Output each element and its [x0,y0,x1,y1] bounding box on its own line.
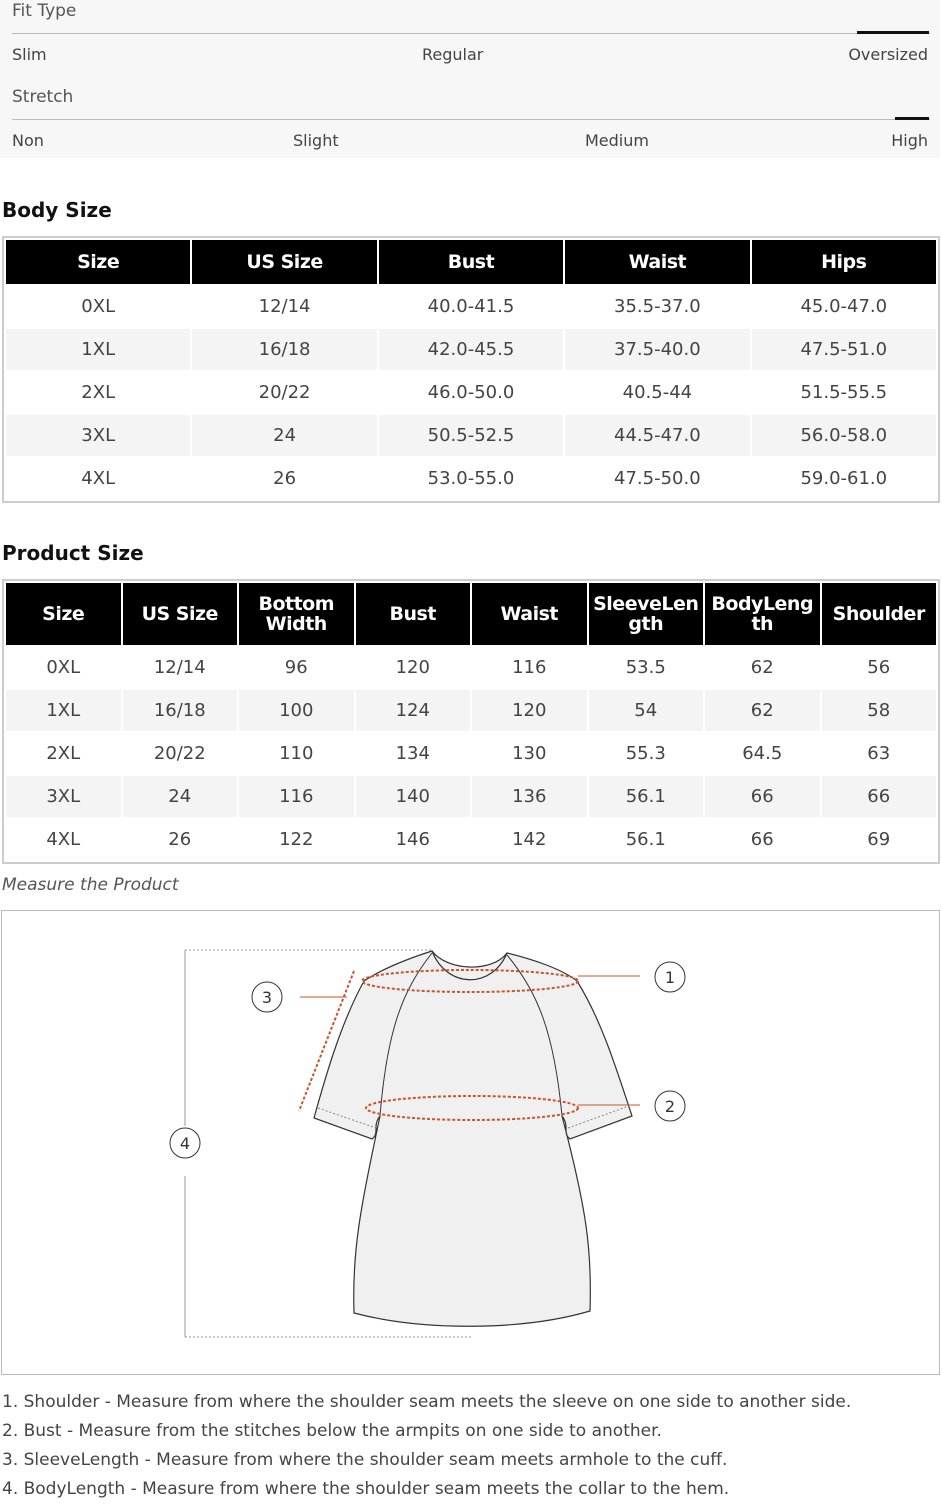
table-cell: 45.0-47.0 [800,296,888,317]
stretch-label-medium: Medium [585,131,649,150]
tshirt-outline [314,951,632,1326]
body-header-us-size: US Size [192,240,376,284]
table-cell: 51.5-55.5 [800,382,888,403]
table-cell: 16/18 [123,690,238,731]
stretch-selected-marker [895,117,929,120]
table-cell: 4XL [46,829,81,850]
product-header-size: Size [6,583,121,645]
marker-3-label: 3 [261,988,273,1007]
table-cell: 116 [512,657,547,678]
table-row [6,415,936,456]
table-row [6,733,936,774]
table-cell: 40.5-44 [622,382,693,403]
note-shoulder: 1. Shoulder - Measure from where the shoulder seam meets the sleeve on one side to another side. [2,1392,852,1412]
table-cell: 2XL [46,743,81,764]
table-cell: 1XL [6,690,121,731]
fit-type-label-slim: Slim [12,45,47,64]
table-cell: 55.3 [625,743,666,764]
marker-2 [655,1091,685,1121]
fit-type-label-regular: Regular [422,45,484,64]
measure-caption: Measure the Product [2,875,179,895]
table-cell: 62 [750,657,774,678]
table-cell: 124 [356,690,471,731]
table-cell: 64.5 [742,743,783,764]
table-cell: 54 [589,690,704,731]
product-size-heading: Product Size [2,541,144,565]
table-cell: 53.0-55.0 [427,468,515,489]
fit-type-scale [0,0,940,72]
fit-type-selected-marker [857,31,929,34]
table-cell: 35.5-37.0 [614,296,701,317]
stretch-title: Stretch [12,87,74,107]
body-header-bust: Bust [379,240,563,284]
table-cell: 58 [822,690,937,731]
table-cell: 24 [123,776,238,817]
table-cell: 130 [512,743,547,764]
marker-1-label: 1 [664,968,676,987]
table-cell: 12/14 [258,296,311,317]
table-cell: 56 [867,657,891,678]
product-header-body-length: BodyLength [705,583,820,645]
fit-type-title: Fit Type [12,1,77,21]
note-body-length: 4. BodyLength - Measure from where the shoulder seam meets the collar to the hem. [2,1479,730,1499]
table-cell: 120 [395,657,430,678]
table-cell: 4XL [81,468,116,489]
table-cell: 0XL [81,296,116,317]
table-row [6,372,936,413]
marker-4 [170,1128,200,1158]
table-cell: 16/18 [192,329,376,370]
product-size-table [2,579,940,864]
table-row [6,286,936,327]
table-cell: 47.5-50.0 [614,468,701,489]
fit-type-track [12,33,930,34]
table-cell: 56.1 [589,776,704,817]
marker-3 [252,982,282,1012]
table-cell: 53.5 [625,657,666,678]
table-cell: 40.0-41.5 [427,296,515,317]
note-sleeve-length: 3. SleeveLength - Measure from where the shoulder seam meets armhole to the cuff. [2,1450,728,1470]
table-cell: 140 [356,776,471,817]
body-size-table [2,236,940,503]
measurement-diagram [1,910,940,1375]
stretch-label-high: High [891,131,928,150]
marker-4-label: 4 [179,1134,191,1153]
table-cell: 120 [472,690,587,731]
table-cell: 62 [705,690,820,731]
stretch-label-slight: Slight [293,131,339,150]
marker-1 [655,962,685,992]
table-row [6,690,936,731]
table-cell: 12/14 [153,657,206,678]
table-cell: 59.0-61.0 [800,468,888,489]
table-row [6,458,936,499]
table-row [6,819,936,860]
table-cell: 20/22 [153,743,206,764]
table-row [6,329,936,370]
body-size-heading: Body Size [2,198,112,222]
table-cell: 134 [395,743,430,764]
product-header-shoulder: Shoulder [822,583,937,645]
table-cell: 24 [192,415,376,456]
table-cell: 66 [822,776,937,817]
table-cell: 20/22 [258,382,311,403]
table-cell: 146 [395,829,430,850]
product-header-waist: Waist [472,583,587,645]
table-cell: 56.1 [625,829,666,850]
table-cell: 63 [867,743,891,764]
table-cell: 3XL [6,776,121,817]
table-cell: 37.5-40.0 [565,329,749,370]
product-header-bust: Bust [356,583,471,645]
product-header-us-size: US Size [123,583,238,645]
table-cell: 66 [705,776,820,817]
body-header-hips: Hips [752,240,936,284]
fit-type-label-oversized: Oversized [848,45,928,64]
table-cell: 96 [284,657,308,678]
table-cell: 122 [279,829,314,850]
note-bust: 2. Bust - Measure from the stitches below the armpits on one side to another. [2,1421,662,1441]
product-header-bottom-width: Bottom Width [239,583,354,645]
table-row [6,647,936,688]
stretch-label-non: Non [12,131,44,150]
table-cell: 46.0-50.0 [427,382,515,403]
body-header-size: Size [6,240,190,284]
table-cell: 66 [750,829,774,850]
table-cell: 26 [168,829,192,850]
table-cell: 3XL [6,415,190,456]
table-cell: 110 [279,743,314,764]
table-row [6,776,936,817]
table-cell: 0XL [46,657,81,678]
table-cell: 44.5-47.0 [565,415,749,456]
table-cell: 2XL [81,382,116,403]
table-cell: 100 [239,690,354,731]
table-cell: 50.5-52.5 [379,415,563,456]
table-cell: 42.0-45.5 [379,329,563,370]
stretch-track [12,119,930,120]
table-cell: 69 [867,829,891,850]
table-cell: 1XL [6,329,190,370]
table-cell: 116 [239,776,354,817]
stretch-scale [0,72,940,158]
tshirt-diagram-svg [2,911,939,1374]
marker-2-label: 2 [664,1097,676,1116]
table-cell: 136 [472,776,587,817]
body-header-waist: Waist [565,240,749,284]
table-cell: 56.0-58.0 [752,415,936,456]
table-cell: 26 [273,468,297,489]
table-cell: 47.5-51.0 [752,329,936,370]
measure-notes [2,1388,932,1504]
table-cell: 142 [512,829,547,850]
product-header-sleeve-length: SleeveLength [589,583,704,645]
